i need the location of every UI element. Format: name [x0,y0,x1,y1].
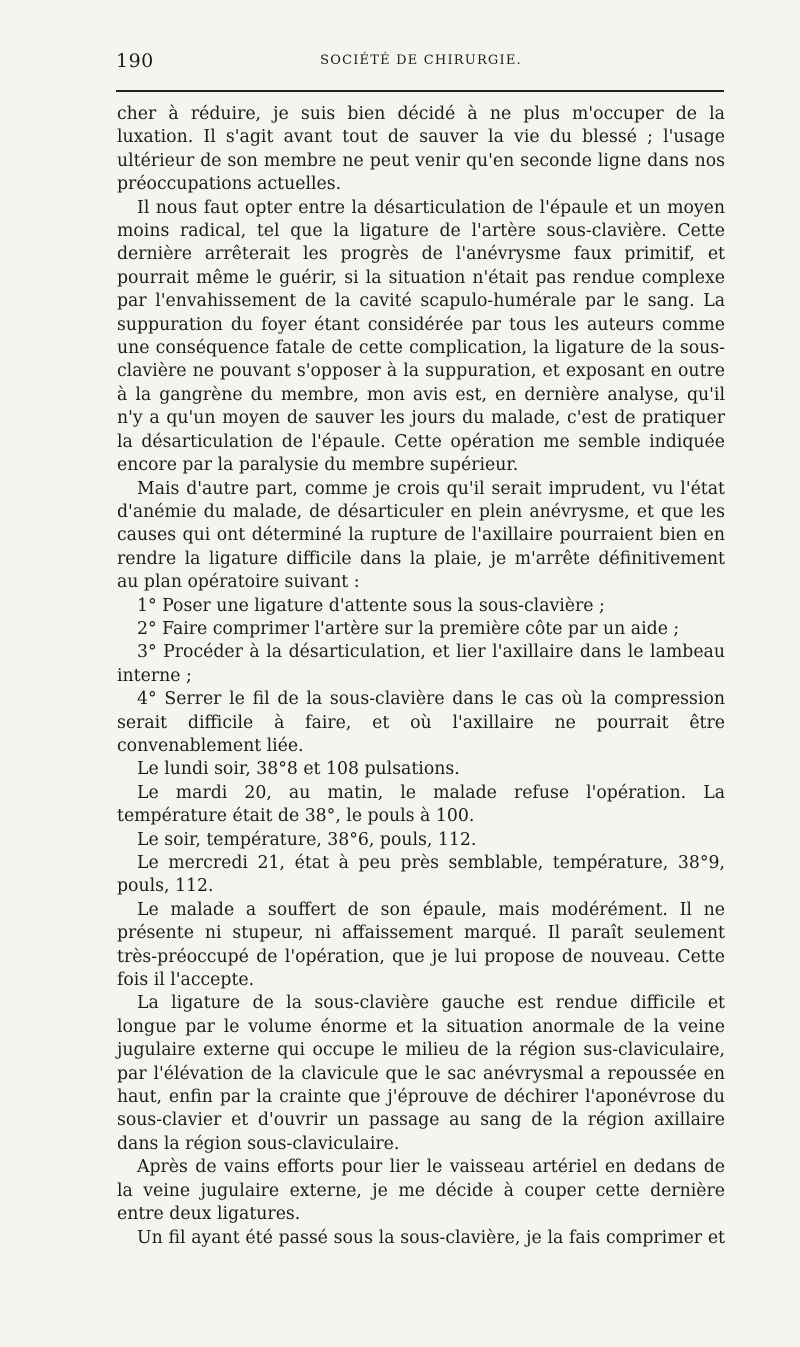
paragraph: Le lundi soir, 38°8 et 108 pulsations. [137,759,460,780]
list-item: 4° Serrer le fil de la sous-clavière dans le cas où la compression serait difficile à faire, et où l'axillaire ne pourrait être convenablement liée. [117,689,725,756]
paragraph: Le soir, température, 38°6, pouls, 112. [137,829,477,850]
running-head: SOCIÉTÉ DE CHIRURGIE. [320,53,522,68]
page-number: 190 [116,50,154,72]
paragraph: Il nous faut opter entre la désarticulation de l'épaule et un moyen moins radical, tel que la ligature de l'artère sous-clavière. Cette dernière arrêterait les progrès de l'anévrysme faux primitif, et pourrait même le guérir, si la situation n'était pas rendue complexe par l'envahissement de la cavité scapulo-humérale par le sang. La suppuration du foyer étant considérée par tous les auteurs comme une conséquence fatale de cette complication, la ligature de la sous-clavière ne pouvant s'opposer à la suppuration, et exposant en outre à la gangrène du membre, mon avis est, en dernière analyse, qu'il n'y a qu'un moyen de sauver les jours du malade, c'est de pratiquer la désarticulation de l'épaule. Cette opération me semble indiquée encore par la paralysie du membre supérieur. [117,197,725,476]
paragraph: Un fil ayant été passé sous la sous-clavière, je la fais comprimer et [137,1227,725,1248]
list-item: 2° Faire comprimer l'artère sur la première côte par un aide ; [137,618,680,639]
body-text [117,103,725,1250]
page-header [116,50,726,76]
paragraph: Le malade a souffert de son épaule, mais modérément. Il ne présente ni stupeur, ni affaissement marqué. Il paraît seulement très-préoccupé de l'opération, que je lui propose de nouveau. Cette fois il l'accepte. [117,899,725,991]
paragraph: Le mercredi 21, état à peu près semblable, température, 38°9, pouls, 112. [117,853,725,897]
paragraph: La ligature de la sous-clavière gauche est rendue difficile et longue par le volume énorme et la situation anormale de la veine jugulaire externe qui occupe le milieu de la région sus-claviculaire, par l'élévation de la clavicule que le sac anévrysmal a repoussée en haut, enfin par la crainte que j'éprouve de déchirer l'aponévrose du sous-clavier et d'ouvrir un passage au sang de la région axillaire dans la région sous-claviculaire. [117,993,725,1154]
paragraph: cher à réduire, je suis bien décidé à ne plus m'occuper de la luxation. Il s'agit avant tout de sauver la vie du blessé ; l'usage ultérieur de son membre ne peut venir qu'en seconde ligne dans nos préoccupations actuelles. [117,104,725,195]
paragraph: Mais d'autre part, comme je crois qu'il serait imprudent, vu l'état d'anémie du malade, de désarticuler en plein anévrysme, et que les causes qui ont déterminé la rupture de l'axillaire pourraient bien en rendre la ligature difficile dans la plaie, je m'arrête définitivement au plan opératoire suivant : [117,478,725,593]
header-rule [116,90,724,92]
list-item: 3° Procéder à la désarticulation, et lier l'axillaire dans le lambeau interne ; [117,642,725,686]
list-item: 1° Poser une ligature d'attente sous la sous-clavière ; [137,595,605,616]
paragraph: Après de vains efforts pour lier le vaisseau artériel en dedans de la veine jugulaire externe, je me décide à couper cette dernière entre deux ligatures. [117,1157,725,1225]
paragraph: Le mardi 20, au matin, le malade refuse l'opération. La température était de 38°, le pouls à 100. [117,782,725,827]
